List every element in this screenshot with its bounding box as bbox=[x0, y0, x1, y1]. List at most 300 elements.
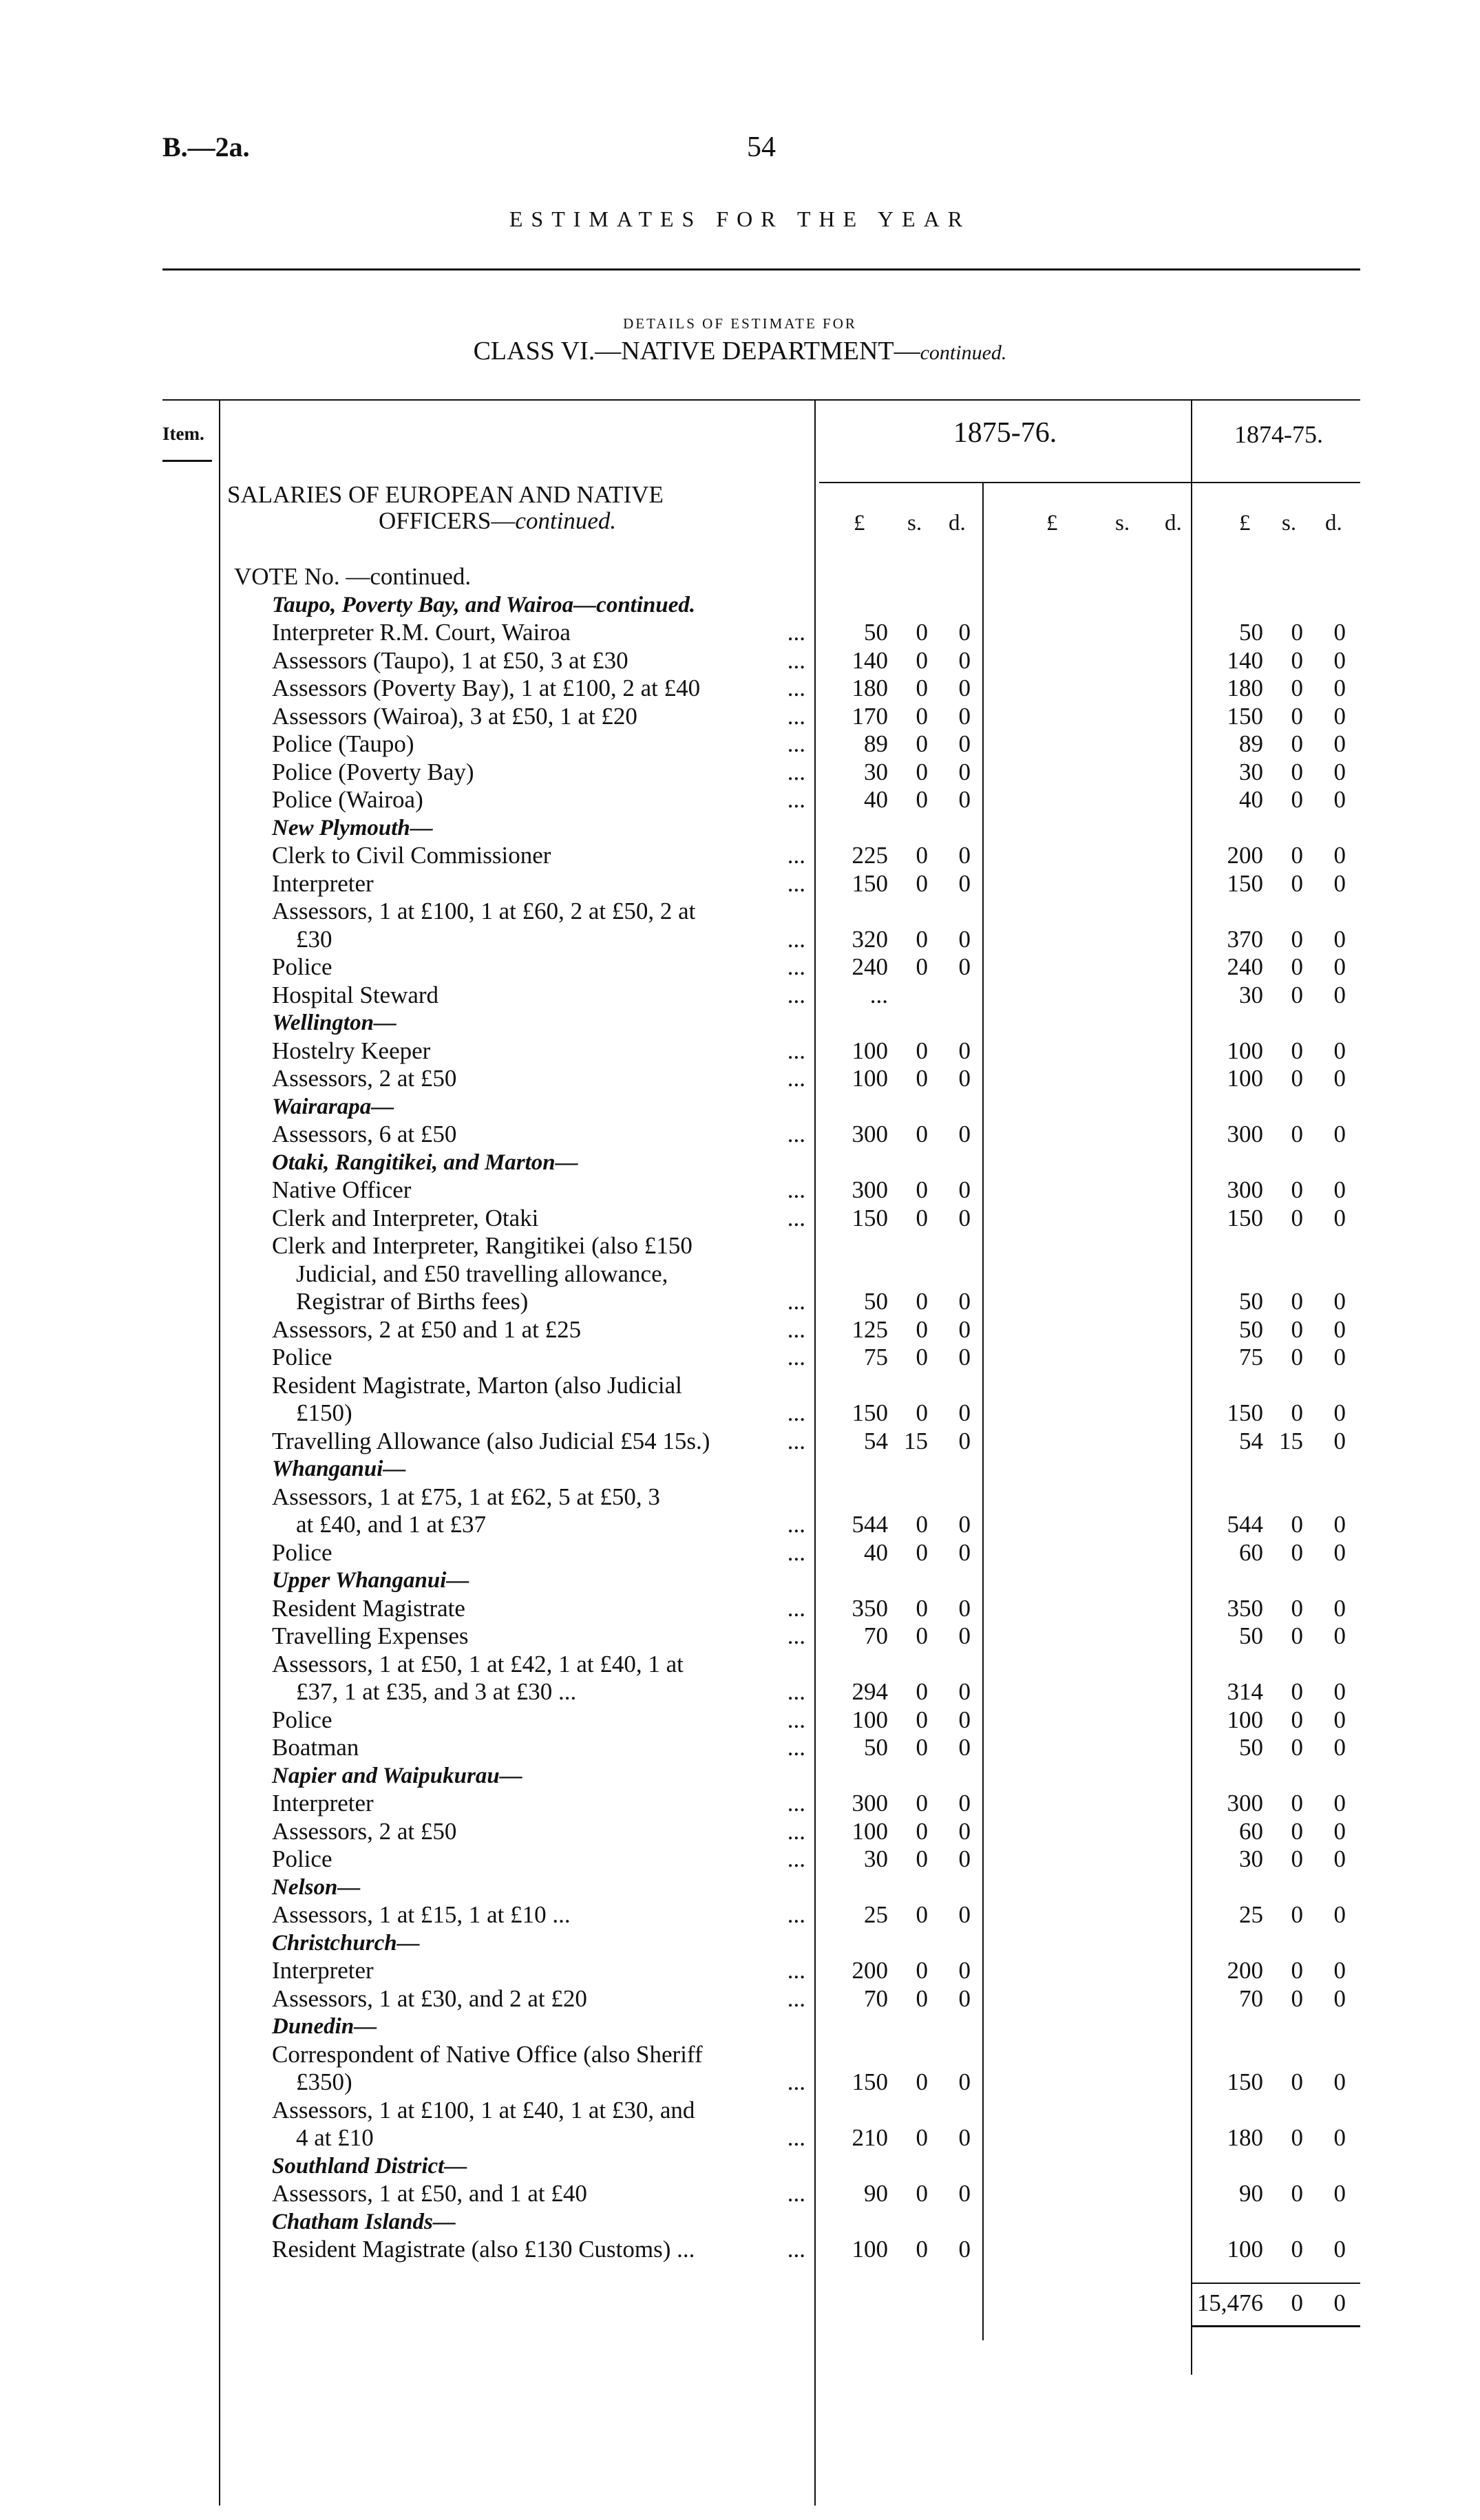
estimate-1874-75-shillings: 0 bbox=[1291, 926, 1303, 953]
estimate-1875-76-shillings: 0 bbox=[916, 1706, 928, 1733]
estimate-1875-76-shillings: 0 bbox=[916, 1037, 928, 1064]
estimate-1874-75-shillings: 0 bbox=[1291, 953, 1303, 980]
shilling-header-b: s. bbox=[1115, 511, 1130, 536]
estimate-1875-76-pence: 0 bbox=[958, 1288, 971, 1315]
table-row bbox=[0, 898, 1480, 925]
row-label: New Plymouth— bbox=[272, 816, 433, 840]
estimate-1875-76-shillings: 0 bbox=[916, 2236, 928, 2263]
row-label: £150) ... bbox=[296, 1399, 805, 1426]
table-row bbox=[0, 1790, 1480, 1817]
estimate-1875-76-shillings: 0 bbox=[916, 1344, 928, 1370]
estimate-1875-76-pounds: 200 bbox=[852, 1957, 888, 1984]
estimate-1875-76-shillings: 0 bbox=[916, 870, 928, 897]
table-row bbox=[0, 1205, 1480, 1232]
estimate-1874-75-shillings: 0 bbox=[1291, 1901, 1303, 1928]
row-label: Interpreter R.M. Court, Wairoa ... bbox=[272, 619, 805, 646]
leader-dots: ... bbox=[787, 926, 805, 953]
row-label: Assessors (Wairoa), 3 at £50, 1 at £20 ... bbox=[272, 703, 805, 730]
estimate-1874-75-pence: 0 bbox=[1333, 1901, 1346, 1928]
estimate-1875-76-pence: 0 bbox=[958, 1037, 971, 1064]
estimate-1874-75-pence: 0 bbox=[1333, 1176, 1346, 1203]
table-row bbox=[0, 842, 1480, 869]
estimate-1875-76-pounds: 150 bbox=[852, 1399, 888, 1426]
estimate-1875-76-pounds: 150 bbox=[852, 2068, 888, 2095]
estimate-1874-75-pounds: 90 bbox=[1239, 2180, 1263, 2207]
leader-dots: ... bbox=[787, 1399, 805, 1426]
estimate-1874-75-pounds: 30 bbox=[1239, 1845, 1263, 1872]
estimate-1874-75-pounds: 300 bbox=[1227, 1121, 1263, 1147]
estimate-1875-76-pence: 0 bbox=[958, 842, 971, 869]
leader-dots: ... bbox=[787, 1539, 805, 1566]
table-row bbox=[0, 2180, 1480, 2207]
estimate-1875-76-shillings: 0 bbox=[916, 1818, 928, 1845]
leader-dots: ... bbox=[787, 1065, 805, 1092]
estimate-1874-75-pounds: 200 bbox=[1227, 842, 1263, 869]
estimate-1874-75-pence: 0 bbox=[1333, 647, 1346, 674]
estimate-1874-75-shillings: 0 bbox=[1291, 982, 1303, 1008]
item-rule bbox=[162, 460, 212, 462]
row-label: £37, 1 at £35, and 3 at £30 ... ... bbox=[296, 1678, 805, 1705]
estimate-1874-75-shillings: 0 bbox=[1291, 619, 1303, 646]
table-row bbox=[0, 2236, 1480, 2263]
table-row bbox=[0, 1985, 1480, 2013]
row-label: Assessors, 1 at £50, 1 at £42, 1 at £40, 1 at bbox=[272, 1651, 684, 1677]
estimate-1875-76-pence: 0 bbox=[958, 2236, 971, 2263]
estimate-1874-75-pence: 0 bbox=[1333, 786, 1346, 813]
estimate-1875-76-shillings: 0 bbox=[916, 1399, 928, 1426]
estimate-1875-76-shillings: 0 bbox=[916, 1121, 928, 1147]
row-label: Assessors, 6 at £50 ... bbox=[272, 1121, 805, 1147]
pence-header-c: d. bbox=[1325, 511, 1342, 536]
estimate-1874-75-pounds: 60 bbox=[1239, 1539, 1263, 1566]
leader-dots: ... bbox=[787, 647, 805, 674]
table-row bbox=[0, 1037, 1480, 1065]
estimate-1875-76-pounds: 89 bbox=[864, 730, 888, 757]
pence-header-b: d. bbox=[1165, 511, 1182, 536]
estimate-1875-76-pence: 0 bbox=[958, 2124, 971, 2151]
estimate-1874-75-pence: 0 bbox=[1333, 1678, 1346, 1705]
year-current-header: 1875-76. bbox=[953, 417, 1057, 449]
estimate-1875-76-shillings: 0 bbox=[916, 675, 928, 701]
table-row bbox=[0, 730, 1480, 758]
estimate-1875-76-pence: 0 bbox=[958, 1845, 971, 1872]
estimate-1874-75-pence: 0 bbox=[1333, 1790, 1346, 1817]
estimate-1874-75-pounds: 70 bbox=[1239, 1985, 1263, 2012]
table-row bbox=[0, 1288, 1480, 1315]
row-label: Napier and Waipukurau— bbox=[272, 1764, 522, 1788]
table-row bbox=[0, 1009, 1480, 1037]
estimate-1874-75-shillings: 0 bbox=[1291, 842, 1303, 869]
estimate-1875-76-pence: 0 bbox=[958, 1595, 971, 1622]
estimate-1874-75-pounds: 100 bbox=[1227, 2236, 1263, 2263]
leader-dots: ... bbox=[787, 730, 805, 757]
estimate-1875-76-shillings: 0 bbox=[916, 1985, 928, 2012]
estimate-1875-76-shillings: 0 bbox=[916, 1205, 928, 1231]
estimate-1875-76-pence: 0 bbox=[958, 1316, 971, 1343]
row-label: £350) ... bbox=[296, 2068, 805, 2095]
row-label: Boatman ... bbox=[272, 1734, 805, 1761]
estimate-1874-75-pence: 0 bbox=[1333, 1316, 1346, 1343]
estimate-1874-75-pence: 0 bbox=[1333, 1845, 1346, 1872]
estimate-1874-75-shillings: 0 bbox=[1291, 1121, 1303, 1147]
estimate-1874-75-pence: 0 bbox=[1333, 1818, 1346, 1845]
estimate-1875-76-pence: 0 bbox=[958, 1678, 971, 1705]
estimate-1874-75-pence: 0 bbox=[1333, 1622, 1346, 1649]
leader-dots: ... bbox=[787, 2236, 805, 2263]
row-label: 4 at £10 ... bbox=[296, 2124, 805, 2151]
row-label: Registrar of Births fees) ... bbox=[296, 1288, 805, 1315]
estimate-1875-76-shillings: 0 bbox=[916, 1845, 928, 1872]
row-label: Clerk and Interpreter, Otaki ... bbox=[272, 1205, 805, 1231]
estimate-1874-75-pence: 0 bbox=[1333, 1957, 1346, 1984]
pence-header-a: d. bbox=[949, 511, 966, 536]
estimate-1874-75-pence: 0 bbox=[1333, 1344, 1346, 1370]
estimate-1875-76-pounds: 75 bbox=[864, 1344, 888, 1370]
estimate-1874-75-pounds: 30 bbox=[1239, 759, 1263, 785]
total-pence: 0 bbox=[1333, 2289, 1346, 2316]
estimate-1874-75-shillings: 0 bbox=[1291, 1344, 1303, 1370]
estimate-1875-76-shillings: 15 bbox=[904, 1428, 928, 1454]
estimate-1874-75-pounds: 50 bbox=[1239, 619, 1263, 646]
estimate-1875-76-pence: 0 bbox=[958, 1399, 971, 1426]
row-label: Police (Taupo) ... bbox=[272, 730, 805, 757]
table-row bbox=[0, 814, 1480, 842]
pound-header-b: £ bbox=[1046, 511, 1058, 536]
leader-dots: ... bbox=[787, 786, 805, 813]
estimate-1875-76-pence: 0 bbox=[958, 1985, 971, 2012]
leader-dots: ... bbox=[787, 1957, 805, 1984]
estimate-1875-76-pounds: 300 bbox=[852, 1121, 888, 1147]
estimate-1874-75-pence: 0 bbox=[1333, 1428, 1346, 1454]
row-label: Assessors (Poverty Bay), 1 at £100, 2 at £40 ... bbox=[272, 675, 805, 701]
estimate-1875-76-pence: 0 bbox=[958, 1176, 971, 1203]
estimate-1874-75-shillings: 0 bbox=[1291, 1176, 1303, 1203]
estimate-1875-76-pence: 0 bbox=[958, 647, 971, 674]
leader-dots: ... bbox=[787, 1121, 805, 1147]
leader-dots: ... bbox=[787, 1316, 805, 1343]
total-rule-top bbox=[1191, 2283, 1360, 2284]
table-row bbox=[0, 675, 1480, 702]
row-label: Travelling Allowance (also Judicial £54 15s.) ... bbox=[272, 1428, 805, 1454]
estimate-1874-75-pence: 0 bbox=[1333, 926, 1346, 953]
estimate-1875-76-pence: 0 bbox=[958, 1901, 971, 1928]
estimate-1875-76-shillings: 0 bbox=[916, 730, 928, 757]
row-label: Upper Whanganui— bbox=[272, 1568, 469, 1593]
estimate-1875-76-pounds: 240 bbox=[852, 953, 888, 980]
estimate-1874-75-shillings: 0 bbox=[1291, 1037, 1303, 1064]
estimate-1874-75-pounds: 240 bbox=[1227, 953, 1263, 980]
row-label: Police ... bbox=[272, 953, 805, 980]
row-label: Whanganui— bbox=[272, 1457, 406, 1481]
row-label: Police ... bbox=[272, 1539, 805, 1566]
estimate-1874-75-shillings: 0 bbox=[1291, 1706, 1303, 1733]
estimate-1874-75-pounds: 50 bbox=[1239, 1734, 1263, 1761]
estimate-1875-76-pence: 0 bbox=[958, 2068, 971, 2095]
estimate-1874-75-shillings: 0 bbox=[1291, 786, 1303, 813]
row-label: Otaki, Rangitikei, and Marton— bbox=[272, 1150, 578, 1175]
details-caption: DETAILS OF ESTIMATE FOR bbox=[623, 315, 857, 332]
year-header-rule bbox=[819, 482, 1360, 483]
table-row bbox=[0, 1093, 1480, 1121]
leader-dots: ... bbox=[787, 1344, 805, 1370]
estimate-1875-76-pence: 0 bbox=[958, 703, 971, 730]
row-label: Resident Magistrate (also £130 Customs) ... ... bbox=[272, 2236, 805, 2263]
estimate-1875-76-shillings: 0 bbox=[916, 2068, 928, 2095]
total-rule-bottom bbox=[1191, 2325, 1360, 2327]
table-row bbox=[0, 1121, 1480, 1148]
table-row bbox=[0, 1428, 1480, 1455]
table-row bbox=[0, 1539, 1480, 1567]
estimate-1875-76-pounds: 150 bbox=[852, 1205, 888, 1231]
leader-dots: ... bbox=[787, 619, 805, 646]
estimate-1874-75-pence: 0 bbox=[1333, 1511, 1346, 1538]
table-row bbox=[0, 786, 1480, 814]
row-label: Interpreter ... bbox=[272, 1957, 805, 1984]
table-row bbox=[0, 1260, 1480, 1288]
estimate-1875-76-shillings: 0 bbox=[916, 1595, 928, 1622]
estimate-1875-76-shillings: 0 bbox=[916, 1622, 928, 1649]
estimate-1875-76-pounds: 90 bbox=[864, 2180, 888, 2207]
estimate-1874-75-shillings: 0 bbox=[1291, 1957, 1303, 1984]
estimate-1875-76-pence: 0 bbox=[958, 926, 971, 953]
estimate-1875-76-shillings: 0 bbox=[916, 953, 928, 980]
estimate-1875-76-pounds: 40 bbox=[864, 786, 888, 813]
shilling-header-a: s. bbox=[907, 511, 922, 536]
total-shillings: 0 bbox=[1291, 2289, 1303, 2316]
estimate-1874-75-pounds: 200 bbox=[1227, 1957, 1263, 1984]
table-row bbox=[0, 1149, 1480, 1176]
estimate-1874-75-pounds: 100 bbox=[1227, 1065, 1263, 1092]
estimate-1875-76-pounds: 100 bbox=[852, 1037, 888, 1064]
estimate-1874-75-pounds: 150 bbox=[1227, 2068, 1263, 2095]
leader-dots: ... bbox=[787, 2124, 805, 2151]
row-label: Interpreter ... bbox=[272, 870, 805, 897]
estimate-1874-75-shillings: 0 bbox=[1291, 1845, 1303, 1872]
estimate-1874-75-shillings: 0 bbox=[1291, 1734, 1303, 1761]
leader-dots: ... bbox=[787, 1595, 805, 1622]
estimate-1874-75-shillings: 0 bbox=[1291, 1622, 1303, 1649]
table-row bbox=[0, 1901, 1480, 1929]
estimate-1875-76-shillings: 0 bbox=[916, 647, 928, 674]
table-row bbox=[0, 1874, 1480, 1901]
leader-dots: ... bbox=[787, 1428, 805, 1454]
table-row bbox=[0, 759, 1480, 786]
table-row bbox=[0, 2013, 1480, 2040]
table-row bbox=[0, 1372, 1480, 1399]
estimate-1875-76-pence: 0 bbox=[958, 1818, 971, 1845]
leader-dots: ... bbox=[787, 1790, 805, 1817]
leader-dots: ... bbox=[787, 1901, 805, 1928]
row-label: Judicial, and £50 travelling allowance, bbox=[296, 1260, 668, 1287]
leader-dots: ... bbox=[787, 1845, 805, 1872]
estimate-1875-76-pounds: 225 bbox=[852, 842, 888, 869]
estimate-1875-76-pounds: 100 bbox=[852, 1706, 888, 1733]
estimate-1874-75-pence: 0 bbox=[1333, 1037, 1346, 1064]
estimate-1875-76-pence: 0 bbox=[958, 759, 971, 785]
leader-dots: ... bbox=[787, 2068, 805, 2095]
leader-dots: ... bbox=[787, 842, 805, 869]
table-row bbox=[0, 953, 1480, 981]
estimate-1874-75-pence: 0 bbox=[1333, 2068, 1346, 2095]
estimate-1874-75-shillings: 0 bbox=[1291, 2180, 1303, 2207]
estimate-1875-76-pence: 0 bbox=[958, 1121, 971, 1147]
estimate-1874-75-pounds: 150 bbox=[1227, 1399, 1263, 1426]
leader-dots: ... bbox=[787, 953, 805, 980]
leader-dots: ... bbox=[787, 1734, 805, 1761]
table-row bbox=[0, 2041, 1480, 2068]
row-label: Assessors (Taupo), 1 at £50, 3 at £30 ... bbox=[272, 647, 805, 674]
estimate-1874-75-shillings: 0 bbox=[1291, 1678, 1303, 1705]
estimate-1874-75-shillings: 15 bbox=[1279, 1428, 1303, 1454]
leader-dots: ... bbox=[787, 2180, 805, 2207]
estimate-1874-75-pence: 0 bbox=[1333, 953, 1346, 980]
section-heading: SALARIES OF EUROPEAN AND NATIVE OFFICERS—continued. bbox=[227, 481, 664, 534]
estimate-1875-76-shillings: 0 bbox=[916, 1790, 928, 1817]
estimate-1874-75-pence: 0 bbox=[1333, 1734, 1346, 1761]
estimate-1875-76-pounds: 140 bbox=[852, 647, 888, 674]
estimate-1875-76-pounds: 320 bbox=[852, 926, 888, 953]
estimate-1874-75-pounds: 180 bbox=[1227, 675, 1263, 701]
estimate-1874-75-pounds: 140 bbox=[1227, 647, 1263, 674]
row-label: Christchurch— bbox=[272, 1931, 420, 1956]
estimate-1874-75-pence: 0 bbox=[1333, 1121, 1346, 1147]
document-reference: B.—2a. bbox=[162, 131, 250, 162]
estimate-1875-76-shillings: 0 bbox=[916, 703, 928, 730]
estimate-1874-75-shillings: 0 bbox=[1291, 1399, 1303, 1426]
estimate-1875-76-shillings: 0 bbox=[916, 1957, 928, 1984]
estimate-1875-76-pounds: 54 bbox=[864, 1428, 888, 1454]
leader-dots: ... bbox=[787, 870, 805, 897]
estimate-1874-75-shillings: 0 bbox=[1291, 2236, 1303, 2263]
estimate-1875-76-shillings: 0 bbox=[916, 926, 928, 953]
estimate-1875-76-shillings: 0 bbox=[916, 842, 928, 869]
leader-dots: ... bbox=[787, 1818, 805, 1845]
estimate-1874-75-pounds: 54 bbox=[1239, 1428, 1263, 1454]
estimate-1874-75-pounds: 314 bbox=[1227, 1678, 1263, 1705]
estimate-1874-75-pence: 0 bbox=[1333, 703, 1346, 730]
estimate-1874-75-pence: 0 bbox=[1333, 1985, 1346, 2012]
estimate-1875-76-pounds: 180 bbox=[852, 675, 888, 701]
table-row bbox=[0, 1455, 1480, 1483]
estimate-1875-76-shillings: 0 bbox=[916, 1316, 928, 1343]
table-row bbox=[0, 1176, 1480, 1204]
estimate-1875-76-pounds: 50 bbox=[864, 619, 888, 646]
row-label: Assessors, 1 at £50, and 1 at £40 ... bbox=[272, 2180, 805, 2207]
row-label: Assessors, 2 at £50 and 1 at £25 ... bbox=[272, 1316, 805, 1343]
row-label: Assessors, 2 at £50 ... bbox=[272, 1065, 805, 1092]
page-title: ESTIMATES FOR THE YEAR bbox=[509, 207, 971, 231]
estimate-1875-76-shillings: 0 bbox=[916, 2180, 928, 2207]
estimate-1875-76-pence: 0 bbox=[958, 953, 971, 980]
estimate-1874-75-pounds: 75 bbox=[1239, 1344, 1263, 1370]
row-label: £30 ... bbox=[296, 926, 805, 953]
row-label: VOTE No. —continued. bbox=[234, 563, 472, 590]
estimate-1874-75-pounds: 370 bbox=[1227, 926, 1263, 953]
row-label: Resident Magistrate, Marton (also Judicial bbox=[272, 1372, 682, 1399]
estimate-1875-76-pence: 0 bbox=[958, 1622, 971, 1649]
estimate-1874-75-pence: 0 bbox=[1333, 842, 1346, 869]
table-row bbox=[0, 1483, 1480, 1511]
estimate-1875-76-pounds: 25 bbox=[864, 1901, 888, 1928]
leader-dots: ... bbox=[787, 1511, 805, 1538]
item-column-header: Item. bbox=[162, 423, 204, 444]
row-label: Police ... bbox=[272, 1845, 805, 1872]
estimate-1875-76-pence: 0 bbox=[958, 1205, 971, 1231]
row-label: Hostelry Keeper ... bbox=[272, 1037, 805, 1064]
shilling-header-c: s. bbox=[1282, 511, 1297, 536]
row-label: Assessors, 1 at £100, 1 at £60, 2 at £50, 2 at bbox=[272, 898, 696, 924]
estimate-1874-75-pounds: 30 bbox=[1239, 982, 1263, 1008]
row-label: Police ... bbox=[272, 1344, 805, 1370]
table-row bbox=[0, 1567, 1480, 1594]
estimate-1874-75-pence: 0 bbox=[1333, 1399, 1346, 1426]
estimate-1875-76-shillings: 0 bbox=[916, 1734, 928, 1761]
estimate-1874-75-pounds: 300 bbox=[1227, 1790, 1263, 1817]
estimate-1874-75-pence: 0 bbox=[1333, 1595, 1346, 1622]
estimate-1875-76-pounds: ... bbox=[869, 982, 888, 1008]
estimate-1875-76-pounds: 210 bbox=[852, 2124, 888, 2151]
estimate-1874-75-pounds: 150 bbox=[1227, 870, 1263, 897]
estimate-1875-76-pounds: 100 bbox=[852, 1818, 888, 1845]
table-row bbox=[0, 1651, 1480, 1678]
estimate-1875-76-pence: 0 bbox=[958, 1957, 971, 1984]
class-title: CLASS VI.—NATIVE DEPARTMENT—continued. bbox=[473, 337, 1007, 366]
leader-dots: ... bbox=[787, 1176, 805, 1203]
table-row bbox=[0, 2068, 1480, 2096]
leader-dots: ... bbox=[787, 759, 805, 785]
estimate-1874-75-pounds: 89 bbox=[1239, 730, 1263, 757]
estimate-1875-76-pence: 0 bbox=[958, 1539, 971, 1566]
estimate-1874-75-shillings: 0 bbox=[1291, 1511, 1303, 1538]
estimate-1874-75-shillings: 0 bbox=[1291, 1065, 1303, 1092]
estimate-1875-76-pence: 0 bbox=[958, 730, 971, 757]
estimate-1875-76-pounds: 50 bbox=[864, 1288, 888, 1315]
estimate-1874-75-pounds: 50 bbox=[1239, 1622, 1263, 1649]
leader-dots: ... bbox=[787, 1622, 805, 1649]
estimate-1875-76-pounds: 30 bbox=[864, 1845, 888, 1872]
estimate-1875-76-shillings: 0 bbox=[916, 1065, 928, 1092]
year-previous-header: 1874-75. bbox=[1234, 421, 1323, 448]
estimate-1874-75-shillings: 0 bbox=[1291, 730, 1303, 757]
estimate-1875-76-pence: 0 bbox=[958, 1065, 971, 1092]
table-top-rule bbox=[162, 399, 1360, 401]
table-row bbox=[0, 1511, 1480, 1538]
estimate-1875-76-pence: 0 bbox=[958, 619, 971, 646]
table-row bbox=[0, 1706, 1480, 1734]
estimate-1875-76-shillings: 0 bbox=[916, 1901, 928, 1928]
table-row bbox=[0, 1232, 1480, 1260]
table-row bbox=[0, 926, 1480, 953]
total-pounds: 15,476 bbox=[1196, 2289, 1263, 2316]
estimate-1874-75-shillings: 0 bbox=[1291, 1595, 1303, 1622]
table-row bbox=[0, 1845, 1480, 1873]
estimate-1874-75-shillings: 0 bbox=[1291, 2068, 1303, 2095]
estimate-1874-75-pence: 0 bbox=[1333, 1205, 1346, 1231]
estimate-1874-75-pence: 0 bbox=[1333, 1706, 1346, 1733]
estimate-1875-76-pence: 0 bbox=[958, 1790, 971, 1817]
estimate-1875-76-pounds: 294 bbox=[852, 1678, 888, 1705]
header-rule bbox=[162, 268, 1360, 271]
row-label: Travelling Expenses ... bbox=[272, 1622, 805, 1649]
table-row bbox=[0, 1957, 1480, 1984]
estimate-1875-76-pounds: 300 bbox=[852, 1176, 888, 1203]
estimate-1875-76-pounds: 50 bbox=[864, 1734, 888, 1761]
estimate-1875-76-pence: 0 bbox=[958, 1344, 971, 1370]
estimate-1874-75-shillings: 0 bbox=[1291, 647, 1303, 674]
estimate-1874-75-pounds: 544 bbox=[1227, 1511, 1263, 1538]
pound-header-a: £ bbox=[854, 511, 865, 536]
estimate-1874-75-shillings: 0 bbox=[1291, 703, 1303, 730]
